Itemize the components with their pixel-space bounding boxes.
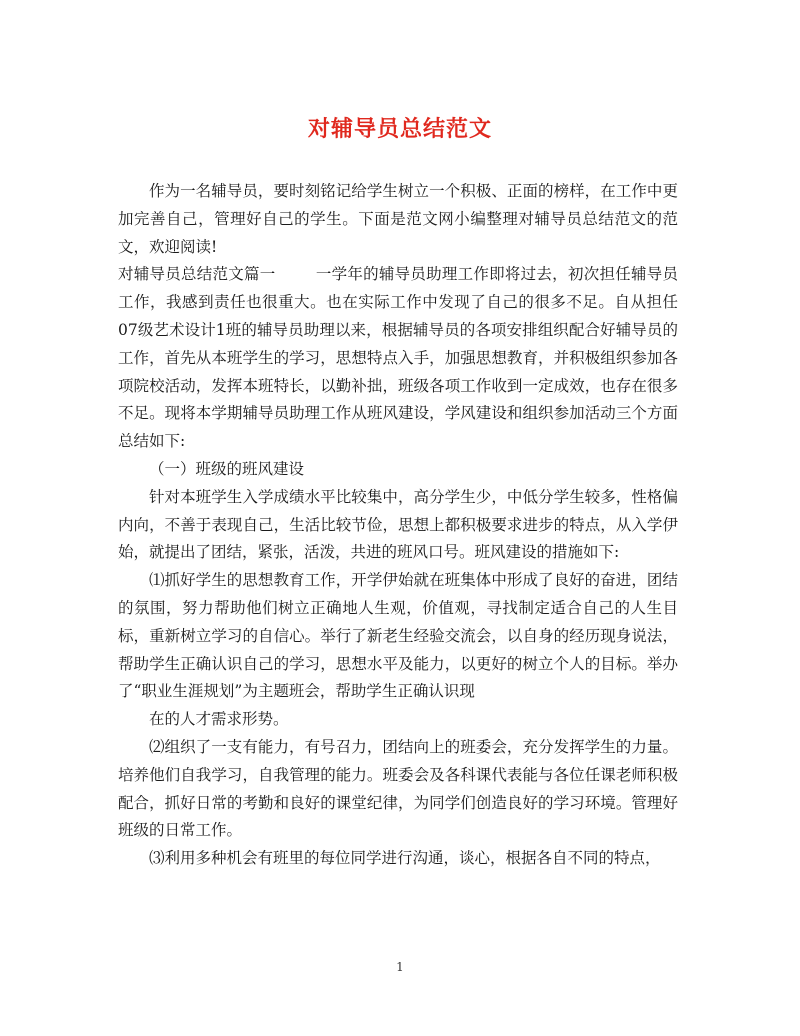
section-text: 一学年的辅导员助理工作即将过去，初次担任辅导员工作，我感到责任也很重大。也在实际工作中发现了自己的很多不足。自从担任07级艺术设计1班的辅导员助理以来，根据辅导员的各项安排组织配合好辅导员的工作，首先从本班学生的学习，思想特点入手，加强思想教育，并积极组织参加各项院校活动，发挥本班特长，以勤补拙，班级各项工作收到一定成效，也存在很多不足。现将本学期辅导员助理工作从班风建设，学风建设和组织参加活动三个方面总结如下: — [118, 265, 678, 451]
section-paragraph — [118, 261, 678, 456]
subheading-class-style: （一）班级的班风建设 — [149, 459, 305, 478]
paragraph-class-situation: 针对本班学生入学成绩水平比较集中，高分学生少，中低分学生较多，性格偏内向，不善于表现自己，生活比较节俭，思想上都积极要求进步的特点，从入学伊始，就提出了团结，紧张，活泼，共进的班风口号。班风建设的措施如下: — [118, 487, 678, 562]
paragraph-point-2: ⑵组织了一支有能力，有号召力，团结向上的班委会，充分发挥学生的力量。培养他们自我学习，自我管理的能力。班委会及各科课代表能与各位任课老师积极配合，抓好日常的考勤和良好的课堂纪律，为同学们创造良好的学习环境。管理好班级的日常工作。 — [118, 737, 678, 840]
paragraph-point-3: ⑶利用多种机会有班里的每位同学进行沟通，谈心，根据各自不同的特点， — [149, 849, 661, 868]
section-label: 对辅导员总结范文篇一 — [118, 265, 276, 284]
paragraph-point-1: ⑴抓好学生的思想教育工作，开学伊始就在班集体中形成了良好的奋进，团结的氛围，努力帮助他们树立正确地人生观，价值观，寻找制定适合自己的人生目标，重新树立学习的自信心。举行了新老生经验交流会，以自身的经历现身说法，帮助学生正确认识自己的学习，思想水平及能力，以更好的树立个人的目标。举办了“职业生涯规划”为主题班会，帮助学生正确认识现 — [118, 571, 678, 701]
document-body — [118, 178, 678, 873]
paragraph-point-1-continued: 在的人才需求形势。 — [149, 710, 289, 729]
page-number: 1 — [396, 960, 404, 974]
document-title: 对辅导员总结范文 — [307, 116, 492, 142]
intro-paragraph: 作为一名辅导员，要时刻铭记给学生树立一个积极、正面的榜样，在工作中更加完善自己，管理好自己的学生。下面是范文网小编整理对辅导员总结范文的范文，欢迎阅读! — [118, 182, 678, 256]
